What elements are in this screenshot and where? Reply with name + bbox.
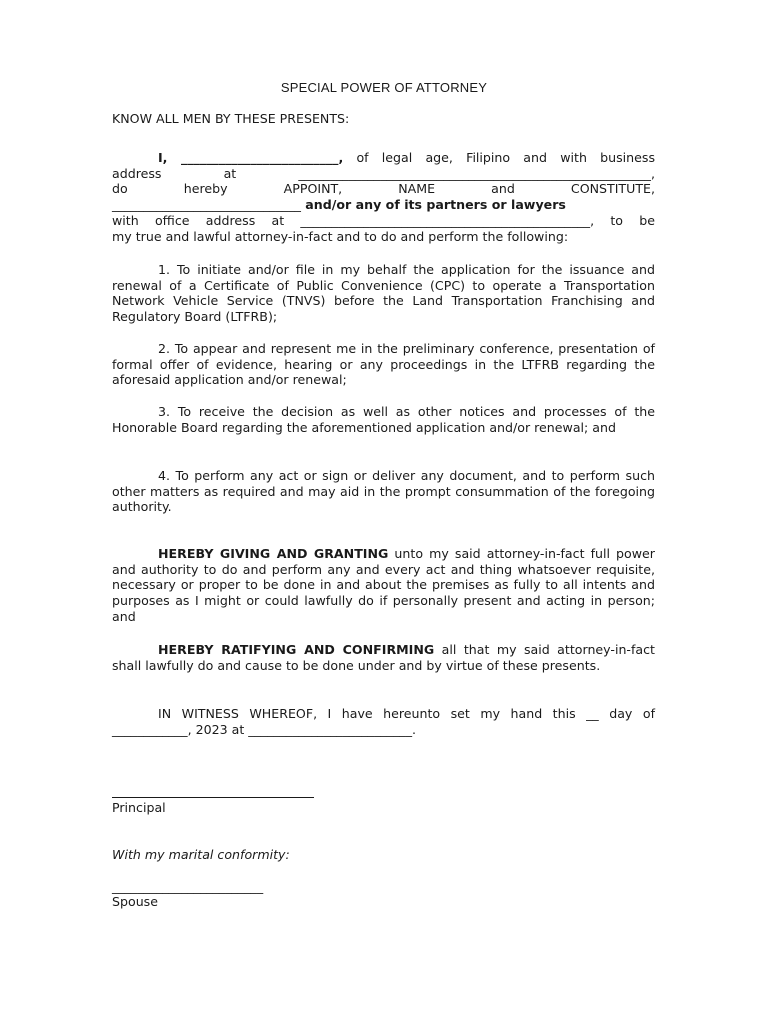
principal-name-blank: I, _________________________,	[158, 150, 344, 165]
item-3: 3. To receive the decision as well as other notices and processes of the Honorable Board regarding the aforementioned application and/or renewal; and	[112, 404, 655, 435]
witness-paragraph: IN WITNESS WHEREOF, I have hereunto set my hand this __ day of ____________, 2023 at __________________________.	[112, 706, 655, 737]
attorney-name-blank: ______________________________	[112, 197, 301, 213]
giving-granting-paragraph: HEREBY GIVING AND GRANTING unto my said attorney-in-fact full power and authority to do and perform any and every act and thing whatsoever requisite, necessary or proper to be done in and about the premises as fully to all intents and purposes as I might or could lawfully do if personally present and acting in person; and	[112, 546, 655, 624]
partners-clause: and/or any of its partners or lawyers	[300, 197, 566, 213]
marital-conformity-label: With my marital conformity:	[112, 847, 290, 862]
intro-line-3: do hereby APPOINT, NAME and CONSTITUTE,	[112, 181, 655, 197]
intro-line-6: my true and lawful attorney-in-fact and to do and perform the following:	[112, 228, 569, 244]
item-4: 4. To perform any act or sign or deliver any document, and to perform such other matters as required and may aid in the prompt consummation of the foregoing authority.	[112, 468, 655, 515]
document-title: SPECIAL POWER OF ATTORNEY	[280, 80, 488, 95]
principal-label: Principal	[112, 800, 166, 815]
principal-signature-line	[112, 797, 314, 798]
spouse-label: Spouse	[112, 894, 158, 909]
opening-line: KNOW ALL MEN BY THESE PRESENTS:	[112, 111, 350, 126]
intro-line-1: I, _________________________, of legal age, Filipino and with business	[158, 150, 656, 165]
intro-line-4	[112, 197, 655, 213]
intro-paragraph	[112, 150, 655, 244]
intro-line-5: with office address at ______________________________________________, to be	[112, 212, 655, 228]
spouse-signature-line: ________________________	[112, 879, 264, 894]
ratifying-paragraph: HEREBY RATIFYING AND CONFIRMING all that my said attorney-in-fact shall lawfully do and cause to be done under and by virtue of these presents.	[112, 642, 655, 673]
intro-line-2: address at ________________________________________________________,	[112, 165, 655, 181]
item-1: 1. To initiate and/or file in my behalf the application for the issuance and renewal of a Certificate of Public Convenience (CPC) to operate a Transportation Network Vehicle Service (TNVS) before the Land Transportation Franchising and Regulatory Board (LTFRB);	[112, 262, 655, 325]
item-2: 2. To appear and represent me in the preliminary conference, presentation of formal offer of evidence, hearing or any proceedings in the LTFRB regarding the aforesaid application and/or renewal;	[112, 341, 655, 388]
